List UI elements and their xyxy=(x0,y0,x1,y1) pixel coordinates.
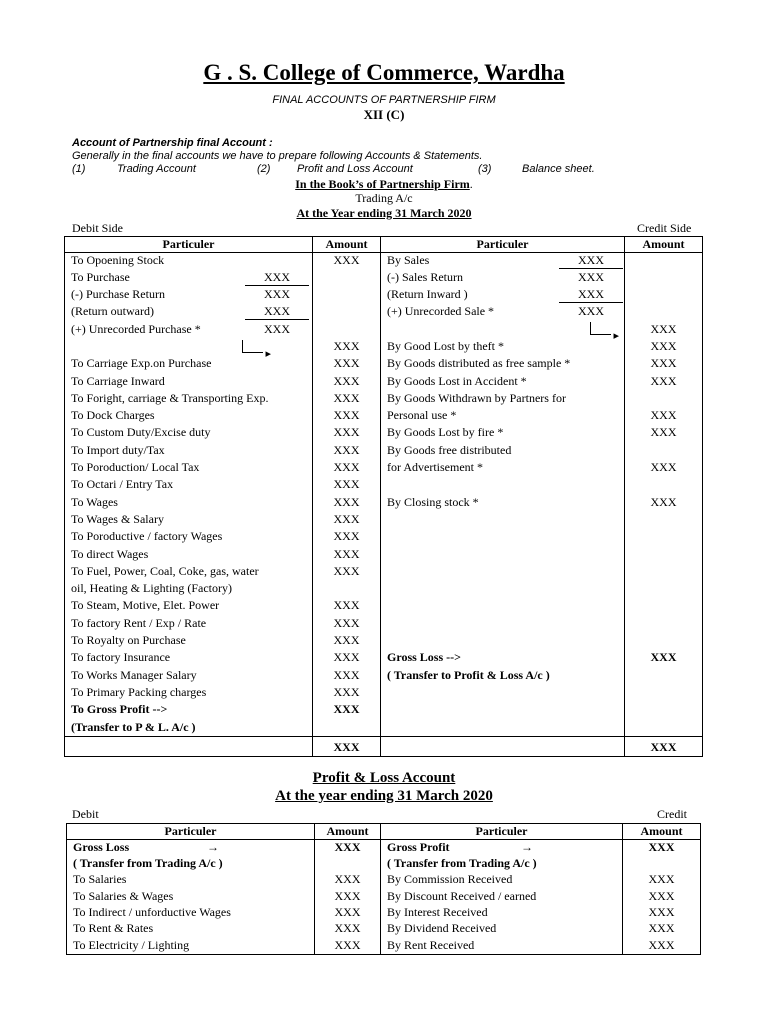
pl-credit-particular-text: By Discount Received / earned xyxy=(387,888,537,903)
credit-particular-text: ( Transfer to Profit & Loss A/c ) xyxy=(387,667,550,682)
credit-amount: XXX xyxy=(625,650,703,667)
credit-amount xyxy=(625,616,703,633)
pl-credit-amount: XXX xyxy=(623,921,701,937)
trading-account-table xyxy=(64,236,703,757)
credit-particular-text: (Return Inward ) xyxy=(387,287,468,302)
credit-particular xyxy=(381,287,625,304)
debit-amount: XXX xyxy=(313,702,381,719)
pl-debit-particular xyxy=(67,872,315,888)
gross-profit-arrow-icon: → xyxy=(521,840,533,854)
pl-row xyxy=(67,872,701,888)
pl-credit-particular-text: By Commission Received xyxy=(387,872,513,887)
credit-amount xyxy=(625,477,703,494)
pl-credit-particular xyxy=(381,921,623,937)
debit-particular-text: To Steam, Motive, Elet. Power xyxy=(71,598,220,613)
pl-debit-particular-text: To Rent & Rates xyxy=(73,921,154,936)
debit-particular-text: To direct Wages xyxy=(71,546,149,561)
pl-debit-amount: XXX xyxy=(315,938,381,954)
credit-particular-text: Gross Loss --> xyxy=(387,650,461,665)
trading-row xyxy=(65,598,703,615)
document-subtitle: FINAL ACCOUNTS OF PARTNERSHIP FIRM xyxy=(272,94,496,106)
credit-particular xyxy=(381,685,625,702)
credit-inner-amount: XXX xyxy=(578,269,604,284)
trading-row xyxy=(65,581,703,598)
debit-amount xyxy=(313,304,381,321)
debit-particular xyxy=(65,547,313,564)
class-label: XII (C) xyxy=(363,107,405,122)
debit-particular-text: To Octari / Entry Tax xyxy=(71,477,174,492)
debit-particular-text: To factory Insurance xyxy=(71,650,171,665)
debit-particular xyxy=(65,650,313,667)
credit-particular xyxy=(381,650,625,667)
pl-debit-particular-text: To Salaries & Wages xyxy=(73,888,174,903)
pl-row xyxy=(67,889,701,905)
debit-particular-text: (Transfer to P & L. A/c ) xyxy=(71,719,196,734)
credit-total-label xyxy=(381,737,625,757)
debit-amount: XXX xyxy=(313,529,381,546)
pl-credit-particular-header: Particuler xyxy=(381,824,623,840)
trading-row xyxy=(65,650,703,667)
debit-particular xyxy=(65,564,313,581)
debit-particular-text: To Carriage Inward xyxy=(71,373,165,388)
pl-credit-particular-text: Gross Profit xyxy=(387,840,450,854)
gross-loss-arrow-icon: → xyxy=(207,840,219,854)
debit-amount: XXX xyxy=(313,598,381,615)
debit-amount: XXX xyxy=(313,391,381,408)
debit-particular xyxy=(65,616,313,633)
trading-row xyxy=(65,495,703,512)
credit-inner-amount: XXX xyxy=(559,287,623,303)
credit-amount xyxy=(625,270,703,287)
pl-debit-particular xyxy=(67,889,315,905)
pl-row xyxy=(67,840,701,856)
credit-amount xyxy=(625,702,703,719)
credit-particular xyxy=(381,720,625,737)
credit-particular-text: (+) Unrecorded Sale * xyxy=(387,304,495,319)
pl-credit-particular-text: ( Transfer from Trading A/c ) xyxy=(387,855,537,870)
pl-row xyxy=(67,938,701,954)
credit-particular xyxy=(381,633,625,650)
trading-row xyxy=(65,391,703,408)
pl-title: Profit & Loss Account xyxy=(312,770,456,786)
debit-inner-amount: XXX xyxy=(245,270,309,286)
debit-inner-amount: XXX xyxy=(264,321,290,336)
trading-row xyxy=(65,253,703,270)
credit-particular-text: (-) Sales Return xyxy=(387,269,463,284)
option-3-no: (3) xyxy=(478,163,492,175)
option-2-no: (2) xyxy=(257,163,271,175)
debit-inner-amount: XXX xyxy=(264,287,290,302)
debit-particular-text: To factory Rent / Exp / Rate xyxy=(71,615,207,630)
pl-debit-amount-header: Amount xyxy=(315,824,381,840)
debit-particular-text: To Dock Charges xyxy=(71,408,155,423)
credit-transfer-arrow-icon xyxy=(590,322,611,335)
credit-particular xyxy=(381,408,625,425)
intro-heading: Account of Partnership final Account : xyxy=(72,137,273,149)
debit-particular-text: To Poroductive / factory Wages xyxy=(71,529,223,544)
pl-credit-amount: XXX xyxy=(623,872,701,888)
pl-debit-particular xyxy=(67,905,315,921)
credit-amount-header: Amount xyxy=(625,237,703,253)
credit-particular-header: Particuler xyxy=(381,237,625,253)
trading-row xyxy=(65,720,703,737)
pl-credit-amount: XXX xyxy=(623,840,701,856)
credit-amount xyxy=(625,564,703,581)
debit-amount xyxy=(313,720,381,737)
intro-line: Generally in the final accounts we have to prepare following Accounts & Statements. xyxy=(72,150,483,162)
debit-particular xyxy=(65,304,313,321)
credit-particular-text: Personal use * xyxy=(387,408,457,423)
credit-amount xyxy=(625,685,703,702)
debit-particular xyxy=(65,322,313,339)
debit-amount: XXX xyxy=(313,443,381,460)
pl-debit-particular xyxy=(67,938,315,954)
pl-debit-amount: XXX xyxy=(315,840,381,856)
credit-particular-text: By Goods free distributed xyxy=(387,442,512,457)
debit-amount xyxy=(313,322,381,339)
debit-particular xyxy=(65,702,313,719)
option-3-name: Balance sheet. xyxy=(522,163,595,175)
trading-row xyxy=(65,529,703,546)
debit-amount: XXX xyxy=(313,650,381,667)
credit-particular xyxy=(381,547,625,564)
credit-particular xyxy=(381,374,625,391)
pl-debit-amount xyxy=(315,856,381,872)
credit-amount xyxy=(625,529,703,546)
debit-particular xyxy=(65,581,313,598)
trading-row xyxy=(65,477,703,494)
pl-credit-particular-text: By Dividend Received xyxy=(387,921,497,936)
credit-particular xyxy=(381,391,625,408)
credit-amount xyxy=(625,581,703,598)
pl-debit-particular-text: Gross Loss xyxy=(73,840,130,854)
trading-row xyxy=(65,443,703,460)
college-title: G . S. College of Commerce, Wardha xyxy=(203,60,565,85)
debit-particular xyxy=(65,443,313,460)
credit-particular xyxy=(381,616,625,633)
credit-amount: XXX xyxy=(625,339,703,356)
debit-amount: XXX xyxy=(313,616,381,633)
debit-amount-header: Amount xyxy=(313,237,381,253)
debit-particular xyxy=(65,668,313,685)
debit-particular xyxy=(65,287,313,304)
credit-side-label: Credit Side xyxy=(637,221,692,235)
pl-debit-amount: XXX xyxy=(315,921,381,937)
debit-amount xyxy=(313,581,381,598)
trading-row xyxy=(65,685,703,702)
trading-row xyxy=(65,633,703,650)
pl-debit-particular xyxy=(67,856,315,872)
pl-debit-label: Debit xyxy=(72,807,99,821)
pl-credit-particular xyxy=(381,938,623,954)
trading-row xyxy=(65,564,703,581)
pl-year: At the year ending 31 March 2020 xyxy=(275,788,493,804)
debit-particular-text: oil, Heating & Lighting (Factory) xyxy=(71,581,232,596)
debit-amount: XXX xyxy=(313,253,381,270)
pl-debit-particular-text: To Salaries xyxy=(73,872,127,887)
credit-particular xyxy=(381,668,625,685)
credit-particular xyxy=(381,443,625,460)
credit-amount xyxy=(625,512,703,529)
credit-particular xyxy=(381,425,625,442)
pl-row xyxy=(67,921,701,937)
debit-inner-amount: XXX xyxy=(245,304,309,320)
debit-amount: XXX xyxy=(313,564,381,581)
debit-particular-text: To Opoening Stock xyxy=(71,253,165,267)
pl-debit-amount: XXX xyxy=(315,905,381,921)
credit-particular-text: for Advertisement * xyxy=(387,460,483,475)
credit-amount: XXX xyxy=(625,322,703,339)
debit-particular-text: To Wages xyxy=(71,494,118,509)
debit-particular xyxy=(65,408,313,425)
credit-particular-text: By Sales xyxy=(387,253,430,267)
debit-particular-text: To Wages & Salary xyxy=(71,511,164,526)
debit-particular-text: (Return outward) xyxy=(71,304,154,319)
debit-amount: XXX xyxy=(313,668,381,685)
debit-particular xyxy=(65,598,313,615)
debit-transfer-arrow-icon xyxy=(242,340,263,353)
pl-credit-amount: XXX xyxy=(623,889,701,905)
credit-total: XXX xyxy=(625,737,703,757)
credit-amount: XXX xyxy=(625,425,703,442)
trading-row xyxy=(65,547,703,564)
trading-row xyxy=(65,702,703,719)
credit-amount xyxy=(625,443,703,460)
debit-amount xyxy=(313,270,381,287)
option-2-name: Profit and Loss Account xyxy=(297,163,413,175)
pl-credit-label: Credit xyxy=(657,807,687,821)
credit-amount xyxy=(625,287,703,304)
debit-amount: XXX xyxy=(313,356,381,373)
pl-credit-particular xyxy=(381,840,623,856)
credit-particular xyxy=(381,322,625,339)
trading-row xyxy=(65,616,703,633)
debit-amount: XXX xyxy=(313,547,381,564)
debit-particular xyxy=(65,460,313,477)
debit-amount: XXX xyxy=(313,633,381,650)
books-heading: In the Book’s of Partnership Firm. xyxy=(295,177,473,191)
debit-amount: XXX xyxy=(313,512,381,529)
trading-row xyxy=(65,512,703,529)
debit-particular xyxy=(65,495,313,512)
pl-credit-particular-text: By Rent Received xyxy=(387,937,475,952)
pl-credit-amount: XXX xyxy=(623,905,701,921)
pl-row xyxy=(67,856,701,872)
debit-particular xyxy=(65,374,313,391)
debit-particular xyxy=(65,425,313,442)
pl-debit-particular-text: To Indirect / unforductive Wages xyxy=(73,905,231,920)
credit-particular xyxy=(381,477,625,494)
pl-debit-particular xyxy=(67,921,315,937)
credit-amount xyxy=(625,391,703,408)
trading-account-label: Trading A/c xyxy=(355,191,413,205)
debit-particular xyxy=(65,512,313,529)
credit-particular xyxy=(381,253,625,270)
debit-particular-text: (+) Unrecorded Purchase * xyxy=(71,321,201,336)
credit-particular xyxy=(381,339,625,356)
debit-amount: XXX xyxy=(313,339,381,356)
pl-credit-amount xyxy=(623,856,701,872)
pl-credit-particular xyxy=(381,872,623,888)
debit-particular xyxy=(65,356,313,373)
pl-debit-amount: XXX xyxy=(315,889,381,905)
debit-particular xyxy=(65,720,313,737)
debit-total-label xyxy=(65,737,313,757)
credit-particular-text: By Goods Lost in Accident * xyxy=(387,373,527,388)
pl-credit-amount-header: Amount xyxy=(623,824,701,840)
credit-particular-text: By Good Lost by theft * xyxy=(387,338,504,353)
option-1-name: Trading Account xyxy=(117,163,196,175)
debit-particular xyxy=(65,477,313,494)
credit-particular xyxy=(381,512,625,529)
credit-amount xyxy=(625,547,703,564)
credit-amount xyxy=(625,253,703,270)
debit-particular xyxy=(65,253,313,270)
pl-credit-particular xyxy=(381,905,623,921)
debit-particular xyxy=(65,529,313,546)
debit-particular-text: To Foright, carriage & Transporting Exp. xyxy=(71,390,269,405)
trading-row xyxy=(65,374,703,391)
credit-particular xyxy=(381,495,625,512)
pl-credit-particular xyxy=(381,856,623,872)
debit-amount: XXX xyxy=(313,408,381,425)
credit-particular-text: By Goods distributed as free sample * xyxy=(387,356,571,371)
credit-particular xyxy=(381,702,625,719)
credit-particular xyxy=(381,581,625,598)
credit-particular-text: By Closing stock * xyxy=(387,494,479,509)
trading-row xyxy=(65,668,703,685)
pl-credit-amount: XXX xyxy=(623,938,701,954)
debit-amount xyxy=(313,287,381,304)
pl-debit-particular xyxy=(67,840,315,856)
debit-side-label: Debit Side xyxy=(72,221,123,235)
debit-amount: XXX xyxy=(313,374,381,391)
debit-particular xyxy=(65,339,313,356)
pl-row xyxy=(67,905,701,921)
pl-account-table xyxy=(66,823,701,955)
debit-particular-text: To Poroduction/ Local Tax xyxy=(71,460,200,475)
credit-particular xyxy=(381,270,625,287)
credit-particular xyxy=(381,304,625,321)
credit-amount: XXX xyxy=(625,408,703,425)
trading-row xyxy=(65,304,703,321)
credit-amount: XXX xyxy=(625,374,703,391)
debit-particular xyxy=(65,633,313,650)
credit-particular-text: By Goods Lost by fire * xyxy=(387,425,504,440)
debit-amount: XXX xyxy=(313,477,381,494)
trading-row xyxy=(65,270,703,287)
credit-particular xyxy=(381,564,625,581)
debit-amount: XXX xyxy=(313,685,381,702)
credit-amount xyxy=(625,598,703,615)
debit-particular-text: To Primary Packing charges xyxy=(71,684,207,699)
credit-amount xyxy=(625,304,703,321)
debit-amount: XXX xyxy=(313,425,381,442)
pl-debit-particular-header: Particuler xyxy=(67,824,315,840)
debit-particular xyxy=(65,685,313,702)
pl-debit-amount: XXX xyxy=(315,872,381,888)
credit-amount: XXX xyxy=(625,495,703,512)
debit-particular-text: To Royalty on Purchase xyxy=(71,633,186,648)
option-1-no: (1) xyxy=(72,163,86,175)
credit-inner-amount: XXX xyxy=(559,253,623,269)
credit-amount xyxy=(625,633,703,650)
debit-amount: XXX xyxy=(313,495,381,512)
credit-particular xyxy=(381,356,625,373)
credit-amount: XXX xyxy=(625,460,703,477)
debit-particular xyxy=(65,270,313,287)
credit-inner-amount: XXX xyxy=(578,304,604,319)
debit-amount: XXX xyxy=(313,460,381,477)
trading-row xyxy=(65,408,703,425)
pl-debit-particular-text: To Electricity / Lighting xyxy=(73,937,190,952)
trading-row xyxy=(65,356,703,373)
debit-particular-text: To Gross Profit --> xyxy=(71,702,168,717)
credit-amount xyxy=(625,668,703,685)
pl-debit-particular-text: ( Transfer from Trading A/c ) xyxy=(73,855,223,870)
debit-particular-text: To Works Manager Salary xyxy=(71,667,197,682)
debit-particular-text: To Carriage Exp.on Purchase xyxy=(71,356,212,371)
credit-amount xyxy=(625,720,703,737)
credit-particular xyxy=(381,598,625,615)
credit-particular xyxy=(381,460,625,477)
debit-particular-text: To Fuel, Power, Coal, Coke, gas, water xyxy=(71,563,259,578)
trading-row xyxy=(65,339,703,356)
pl-credit-particular-text: By Interest Received xyxy=(387,905,488,920)
trading-row xyxy=(65,425,703,442)
intro-options xyxy=(72,163,632,177)
trading-row xyxy=(65,460,703,477)
debit-particular-text: (-) Purchase Return xyxy=(71,287,165,302)
debit-particular-text: To Purchase xyxy=(71,269,130,284)
trading-row xyxy=(65,287,703,304)
pl-credit-particular xyxy=(381,889,623,905)
debit-particular-text: To Custom Duty/Excise duty xyxy=(71,425,211,440)
trading-year: At the Year ending 31 March 2020 xyxy=(296,206,472,220)
credit-amount: XXX xyxy=(625,356,703,373)
credit-particular-text: By Goods Withdrawn by Partners for xyxy=(387,390,566,405)
credit-particular xyxy=(381,529,625,546)
debit-total: XXX xyxy=(313,737,381,757)
debit-particular-header: Particuler xyxy=(65,237,313,253)
debit-particular xyxy=(65,391,313,408)
debit-particular-text: To Import duty/Tax xyxy=(71,442,165,457)
